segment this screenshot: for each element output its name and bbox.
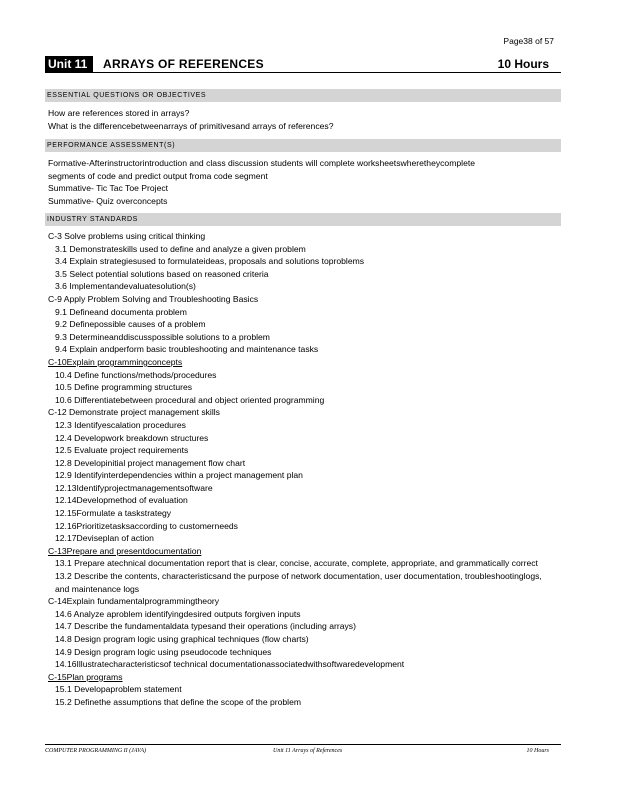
industry-standards-list <box>48 230 558 709</box>
standard-item: 3.1 Demonstrateskills used to define and analyze a given problem <box>55 243 306 254</box>
standard-item: 3.6 Implementandevaluatesolution(s) <box>55 281 196 292</box>
essential-question: How are references stored in arrays? <box>48 108 190 118</box>
standard-item: 14.7 Describe the fundamentaldata typesand their operations (including arrays) <box>55 621 356 632</box>
standard-item: 15.1 Developaproblem statement <box>55 684 182 695</box>
assessment-line: Summative- Tic Tac Toe Project <box>48 183 169 194</box>
standard-category: C-9 Apply Problem Solving and Troubleshooting Basics <box>48 293 259 304</box>
unit-label: Unit 11 <box>45 56 93 72</box>
footer-divider <box>45 744 561 745</box>
standard-item: 10.6 Differentiatebetween procedural and object oriented programming <box>55 394 325 405</box>
standard-item: 9.3 Determineanddiscusspossible solutions to a problem <box>55 331 270 342</box>
standard-item: 12.15Formulate a taskstrategy <box>55 508 172 519</box>
standard-item: 12.16Prioritizetasksaccording to customerneeds <box>55 520 238 531</box>
standard-item: 12.14Developmethod of evaluation <box>55 495 188 506</box>
industry-standards-heading: INDUSTRY STANDARDS <box>45 213 561 226</box>
assessment-line: segments of code and predict output froma code segment <box>48 170 268 181</box>
standard-category: C-12 Demonstrate project management skills <box>48 407 220 418</box>
unit-title: ARRAYS OF REFERENCES <box>103 57 264 71</box>
standard-item: 9.2 Definepossible causes of a problem <box>55 319 206 330</box>
standard-item: 12.5 Evaluate project requirements <box>55 445 189 456</box>
standard-item: 12.17Deviseplan of action <box>55 533 154 544</box>
header-divider <box>45 72 561 73</box>
performance-assessment-heading: PERFORMANCE ASSESSMENT(S) <box>45 139 561 152</box>
standard-item: 9.4 Explain andperform basic troubleshooting and maintenance tasks <box>55 344 319 355</box>
standard-category: C-15Plan programs <box>48 671 123 682</box>
standard-item: 14.9 Design program logic using pseudocode techniques <box>55 646 272 657</box>
essential-questions-body <box>48 107 558 132</box>
standard-item: 12.8 Developinitial project management flow chart <box>55 457 246 468</box>
essential-questions-heading: ESSENTIAL QUESTIONS OR OBJECTIVES <box>45 89 561 102</box>
standard-category: C-14Explain fundamentalprogrammingtheory <box>48 596 220 607</box>
standard-item: 14.8 Design program logic using graphical techniques (flow charts) <box>55 634 309 644</box>
standard-category: C-3 Solve problems using critical thinking <box>48 231 206 241</box>
assessment-line: Formative-Afterinstructorintroduction and class discussion students will complete worksheetswheretheycomplete <box>48 158 476 168</box>
footer-hours: 10 Hours <box>526 748 549 754</box>
standard-item: 10.5 Define programming structures <box>55 382 193 393</box>
standard-item: 3.4 Explain strategiesused to formulateideas, proposals and solutions toproblems <box>55 256 365 267</box>
essential-question: What is the differencebetweenarrays of primitivesand arrays of references? <box>48 120 334 131</box>
standard-item: 3.5 Select potential solutions based on reasoned criteria <box>55 268 269 279</box>
assessment-line: Summative- Quiz overconcepts <box>48 195 168 206</box>
standard-item: 14.6 Analyze aproblem identifyingdesired outputs forgiven inputs <box>55 608 301 619</box>
page-number: Page38 of 57 <box>503 36 554 46</box>
footer-course: COMPUTER PROGRAMMING II (JAVA) <box>45 748 147 754</box>
standard-item: 12.3 Identifyescalation procedures <box>55 419 186 430</box>
standard-item: 12.4 Developwork breakdown structures <box>55 432 209 443</box>
standard-category: C-10Explain programmingconcepts <box>48 356 183 367</box>
standard-item: 13.1 Prepare atechnical documentation report that is clear, concise, accurate, complete, appropriate, and grammatically correct <box>55 558 538 569</box>
unit-header <box>45 56 561 72</box>
standard-item: 10.4 Define functions/methods/procedures <box>55 369 217 380</box>
standard-item: 15.2 Definethe assumptions that define the scope of the problem <box>55 696 302 707</box>
standard-item: 12.13Identifyprojectmanagementsoftware <box>55 482 213 493</box>
standard-item: 12.9 Identifyinterdependencies within a project management plan <box>55 470 303 481</box>
standard-category: C-13Prepare and presentdocumentation <box>48 545 202 556</box>
performance-assessment-body <box>48 157 558 207</box>
standard-item: 9.1 Defineand documenta problem <box>55 306 187 317</box>
footer-unit: Unit 11 Arrays of References <box>273 748 343 754</box>
standard-item: 13.2 Describe the contents, characteristicsand the purpose of network documentation, user documentation, troubleshootinglogs, and maintenance logs <box>55 571 542 594</box>
unit-hours: 10 Hours <box>497 57 549 71</box>
standard-item: 14.16Illustratecharacteristicsof technical documentationassociatedwithsoftwaredevelopment <box>55 659 405 670</box>
